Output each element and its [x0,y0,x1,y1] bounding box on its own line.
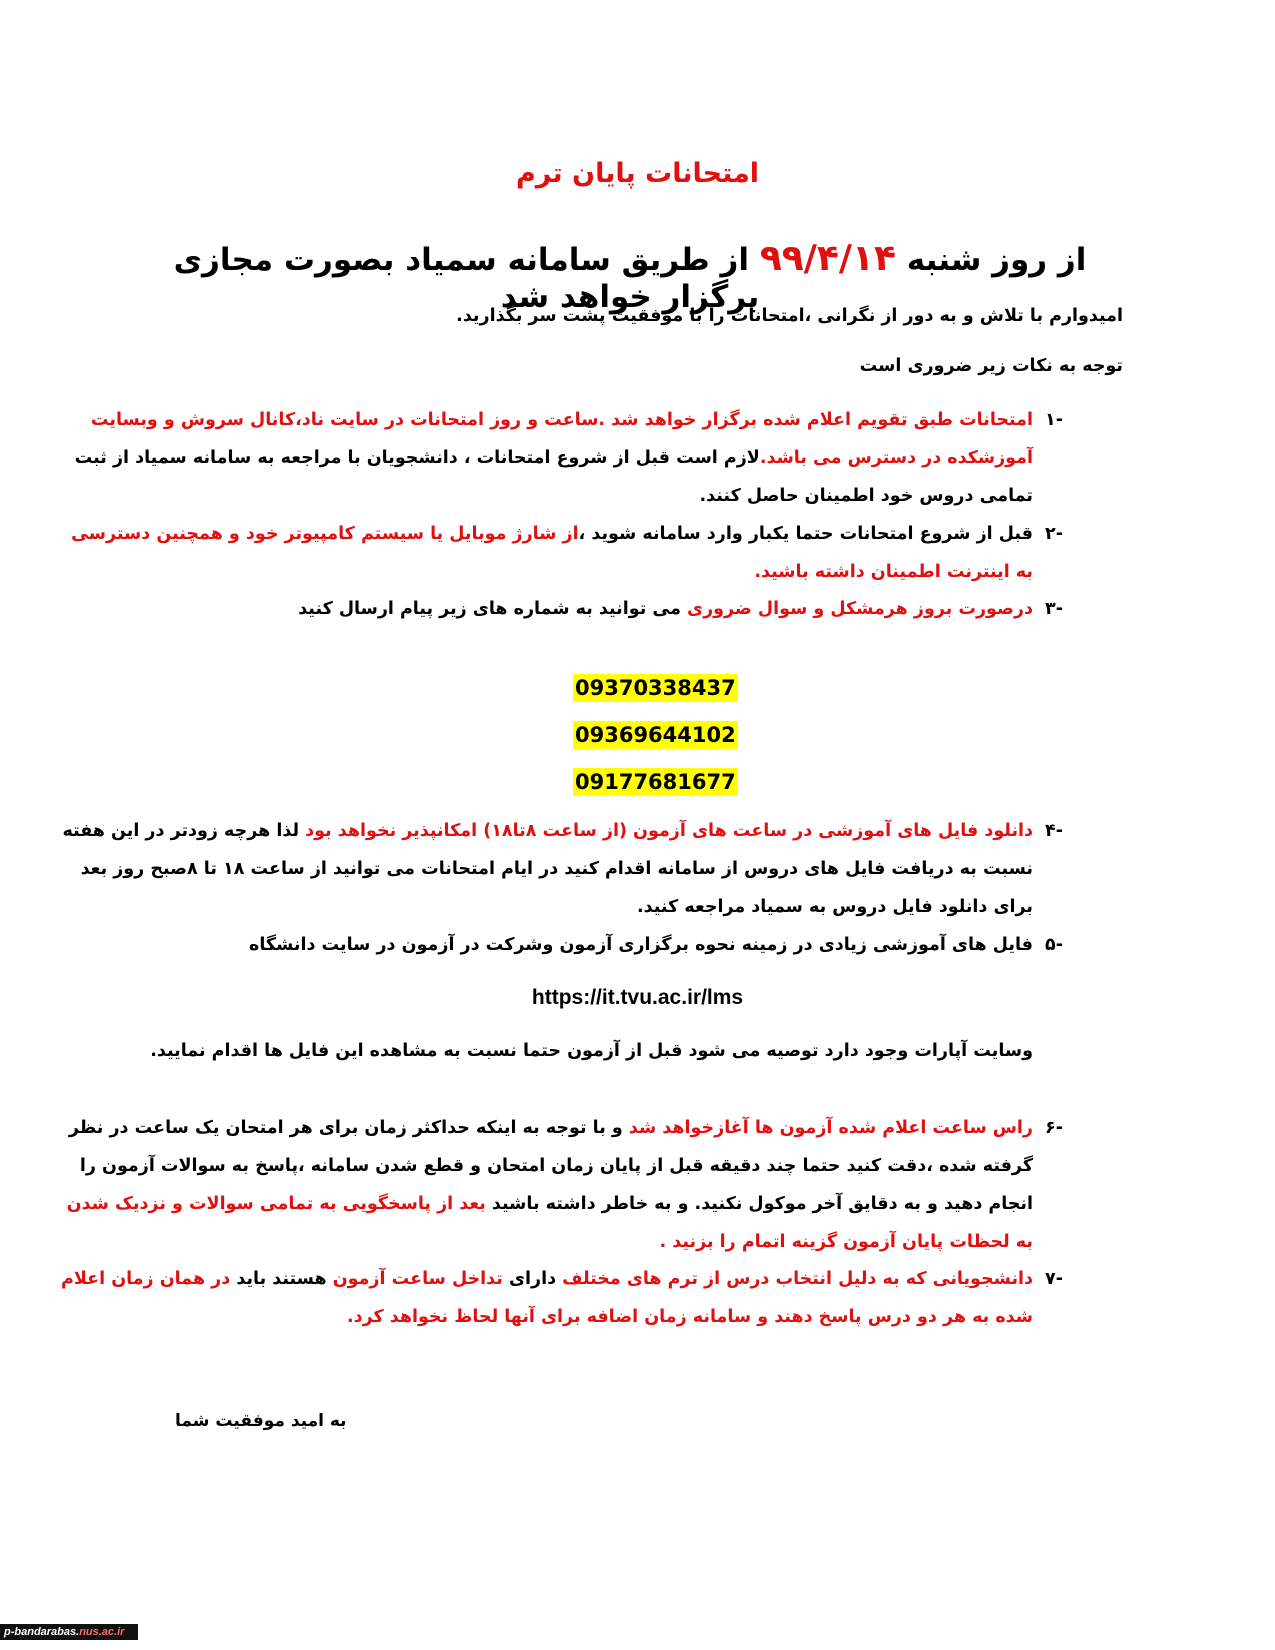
item-7-red-1: دانشجویانی که به دلیل انتخاب درس از ترم های مختلف [562,1269,1033,1289]
phone-number: 09177681677 [575,770,736,794]
lms-url[interactable]: https://it.tvu.ac.ir/lms [531,986,744,1009]
item-3-line-1-red: درصورت بروز هرمشکل و سوال ضروری [687,599,1033,619]
item-2-line-1-red: از شارژ موبایل یا سیستم کامپیوتر خود و همچنین دسترسی [71,524,579,544]
subtitle-before: از روز شنبه [895,242,1087,278]
item-7-black-2: هستند باید [230,1269,333,1289]
item-1-line-2 [75,440,1033,476]
item-6-line-3-black: انجام دهید و به دقایق آخر موکول نکنید. و به خاطر داشته باشید [485,1194,1033,1214]
phone-number: 09370338437 [575,676,736,700]
notice-heading: توجه به نکات زیر ضروری است [859,356,1123,376]
item-3-number: -۳ [1045,599,1063,619]
item-5-line-2: وسایت آپارات وجود دارد توصیه می شود قبل از آزمون حتما نسبت به مشاهده این فایل ها اقدام نمایید. [150,1041,1033,1061]
item-6-line-3-red: بعد از پاسخگویی به تمامی سوالات و نزدیک شدن [66,1194,486,1214]
phone-number: 09369644102 [575,723,736,747]
badge-part-2: nus.ac.ir [79,1626,125,1638]
item-1-line-2-black: لازم است قبل از شروع امتحانات ، دانشجویان با مراجعه به سامانه سمیاد از ثبت [74,448,760,468]
item-4-number: -۴ [1045,821,1063,841]
exam-start-date: ۹۹/۴/۱۴ [759,238,896,279]
item-5-number: -۵ [1045,935,1063,955]
intro-text: امیدوارم با تلاش و به دور از نگرانی ،امتحانات را با موفقیت پشت سر بگذارید. [456,306,1123,326]
item-1-line-3: تمامی دروس خود اطمینان حاصل کنند. [699,486,1033,506]
item-5-line-1: فایل های آموزشی زیادی در زمینه نحوه برگزاری آزمون وشرکت در آزمون در سایت دانشگاه [248,935,1033,955]
item-2-number: -۲ [1045,524,1063,544]
item-4-line-1 [62,813,1033,849]
item-1-number: -۱ [1045,410,1063,430]
item-2-line-1-black: قبل از شروع امتحانات حتما یکبار وارد سامانه شوید ، [578,524,1033,544]
item-3-line-1-black: می توانید به شماره های زیر پیام ارسال کنید [298,599,688,619]
closing-text: به امید موفقیت شما [175,1411,347,1431]
item-6-line-4: به لحظات پایان آزمون گزینه اتمام را بزنید . [659,1232,1033,1252]
badge-part-1: p-bandarabas. [4,1626,80,1638]
item-4-line-1-red: دانلود فایل های آموزشی در ساعت های آزمون (از ساعت ۸تا۱۸) امکانپذیر نخواهد بود [305,821,1033,841]
item-1-line-1: امتحانات طبق تقویم اعلام شده برگزار خواهد شد .ساعت و روز امتحانات در سایت ناد،کانال سروش و وبسایت [90,410,1033,430]
item-7-number: -۷ [1045,1269,1063,1289]
item-4-line-3: برای دانلود فایل دروس به سمیاد مراجعه کنید. [637,897,1033,917]
item-2-line-1 [71,516,1033,552]
item-6-line-1 [69,1110,1033,1146]
item-6-number: -۶ [1045,1118,1063,1138]
item-1-line-2-red: آموزشکده در دسترس می باشد. [759,448,1033,468]
item-7-red-3: در همان زمان اعلام [61,1269,231,1289]
item-6-line-3 [67,1186,1033,1222]
item-4-line-1-black: لذا هرچه زودتر در این هفته [62,821,306,841]
item-2-line-2: به اینترنت اطمینان داشته باشید. [754,562,1033,582]
item-6-line-1-red: راس ساعت اعلام شده آزمون ها آغازخواهد شد [628,1118,1033,1138]
item-3-line-1 [298,591,1033,627]
site-badge[interactable] [0,1624,138,1640]
item-7-red-2: تداخل ساعت آزمون [332,1269,503,1289]
page-title: امتحانات پایان ترم [515,158,760,189]
item-4-line-2: نسبت به دریافت فایل های دروس از سامانه اقدام کنید در ایام امتحانات می توانید از ساعت ۱۸ تا ۸صبح روز بعد [80,859,1033,879]
item-7-black-1: دارای [502,1269,563,1289]
item-7-line-1 [61,1261,1033,1297]
item-6-line-1-black: و با توجه به اینکه حداکثر زمان برای هر امتحان یک ساعت در نظر [68,1118,629,1138]
subtitle-after: از طریق سامانه سمیاد بصورت مجازی برگزار خواهد شد [173,242,760,315]
item-7-line-2: شده به هر دو درس پاسخ دهند و سامانه زمان اضافه برای آنها لحاظ نخواهد کرد. [346,1307,1033,1327]
item-6-line-2: گرفته شده ،دقت کنید حتما چند دقیقه قبل از پایان زمان امتحان و قطع شدن سامانه ،پاسخ به سوالات آزمون را [79,1156,1033,1176]
